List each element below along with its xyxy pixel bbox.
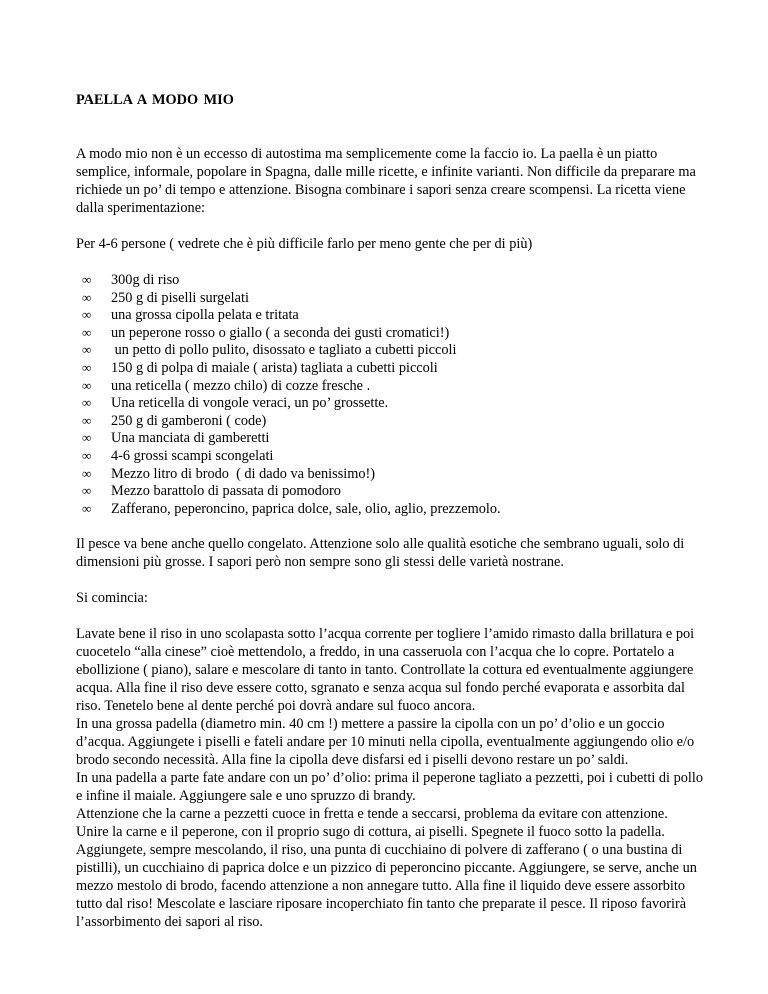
step-paragraph: In una grossa padella (diametro min. 40 cm !) mettere a passire la cipolla con un po’ d’olio e un goccio d’acqua. Aggiungete i piselli e fateli andare per 10 minuti nella cipolla, eventualmente aggiungendo olio e/o brodo secondo necessità. Alla fine la cipolla deve disfarsi ed i piselli devono restare un po’ saldi. — [76, 716, 695, 769]
step-paragraph: Attenzione che la carne a pezzetti cuoce in fretta e tende a seccarsi, problema da evitare con attenzione. — [76, 806, 668, 823]
ingredient-item: ∞ 250 g di gamberoni ( code) — [82, 412, 267, 429]
ingredient-item: ∞ Mezzo barattolo di passata di pomodoro — [82, 483, 341, 500]
infinity-bullet-icon: ∞ — [82, 412, 92, 428]
ingredient-item: ∞ una reticella ( mezzo chilo) di cozze fresche . — [82, 377, 371, 394]
infinity-bullet-icon: ∞ — [82, 430, 92, 446]
infinity-bullet-icon: ∞ — [82, 324, 92, 340]
servings-line: Per 4-6 persone ( vedrete che è più difficile farlo per meno gente che per di più) — [76, 236, 533, 252]
ingredient-list — [76, 271, 706, 517]
infinity-bullet-icon: ∞ — [82, 483, 92, 499]
recipe-title: PAELLA A MODO MIO — [76, 92, 234, 108]
intro-paragraph: A modo mio non è un eccesso di autostima ma semplicemente come la faccio io. La paella è un piatto semplice, informale, popolare in Spagna, dalle mille ricette, e infinite varianti. Non difficile da preparare ma richiede un po’ di tempo e attenzione. Bisogna combinare i sapori senza creare scompensi. La ricetta viene dalla sperimentazione: — [76, 146, 696, 216]
infinity-bullet-icon: ∞ — [82, 342, 92, 358]
ingredient-item: ∞ Mezzo litro di brodo ( di dado va benissimo!) — [82, 465, 376, 482]
ingredient-item: ∞ un petto di pollo pulito, disossato e tagliato a cubetti piccoli — [82, 342, 457, 359]
infinity-bullet-icon: ∞ — [82, 395, 92, 411]
infinity-bullet-icon: ∞ — [82, 289, 92, 305]
method-steps — [76, 625, 706, 931]
step-paragraph: Unire la carne e il peperone, con il proprio sugo di cottura, ai piselli. Spegnete il fuoco sotto la padella. Aggiungete, sempre mescolando, il riso, una punta di cucchiaino di polvere di zafferano ( o una bustina di pistilli), un cucchiaino di paprica dolce e un pizzico di peperoncino piccante. Aggiungere, se serve, anche un mezzo mestolo di brodo, facendo attenzione a non annegare tutto. Alla fine il liquido deve essere assorbito tutto dal riso! Mescolate e lasciare riposare incoperchiato fin tanto che preparate il pesce. Il riposo favorirà l’assorbimento dei sapori al riso. — [76, 824, 697, 931]
infinity-bullet-icon: ∞ — [82, 447, 92, 463]
ingredient-item: ∞ 300g di riso — [82, 272, 180, 288]
ingredient-item: ∞ una grossa cipolla pelata e tritata — [82, 307, 299, 324]
infinity-bullet-icon: ∞ — [82, 465, 92, 481]
infinity-bullet-icon: ∞ — [82, 307, 92, 323]
fish-note-paragraph: Il pesce va bene anche quello congelato. Attenzione solo alle qualità esotiche che sembrano uguali, solo di dimensioni più grosse. I sapori però non sempre sono gli stessi delle varietà nostrane. — [76, 536, 685, 571]
infinity-bullet-icon: ∞ — [82, 500, 92, 516]
ingredient-item: ∞ Una reticella di vongole veraci, un po’ grossette. — [82, 395, 389, 412]
infinity-bullet-icon: ∞ — [82, 272, 92, 287]
step-paragraph: In una padella a parte fate andare con un po’ d’olio: prima il peperone tagliato a pezzetti, poi i cubetti di pollo e infine il maiale. Aggiungere sale e uno spruzzo di brandy. — [76, 770, 703, 805]
ingredient-item: ∞ Zafferano, peperoncino, paprica dolce, sale, olio, aglio, prezzemolo. — [82, 500, 501, 517]
ingredient-item: ∞ Una manciata di gamberetti — [82, 430, 270, 447]
document-page — [76, 91, 706, 931]
ingredient-item: ∞ un peperone rosso o giallo ( a seconda dei gusti cromatici!) — [82, 324, 450, 341]
ingredient-item: ∞ 250 g di piselli surgelati — [82, 289, 249, 306]
step-paragraph: Lavate bene il riso in uno scolapasta sotto l’acqua corrente per togliere l’amido rimasto dalla brillatura e poi cuocetelo “alla cinese” cioè mettendolo, a freddo, in una casseruola con l’acqua che lo copre. Portatelo a ebollizione ( piano), salare e mescolare di tanto in tanto. Controllate la cottura ed eventualmente aggiungere acqua. Alla fine il riso deve essere cotto, sgranato e senza acqua sul fondo perché evaporata e assorbita dal riso. Tenetelo bene al dente perché poi dovrà andare sul fuoco ancora. — [76, 626, 695, 715]
ingredient-item: ∞ 4-6 grossi scampi scongelati — [82, 447, 274, 464]
start-heading: Si comincia: — [76, 590, 148, 607]
infinity-bullet-icon: ∞ — [82, 359, 92, 375]
infinity-bullet-icon: ∞ — [82, 377, 92, 393]
ingredient-item: ∞ 150 g di polpa di maiale ( arista) tagliata a cubetti piccoli — [82, 359, 438, 376]
